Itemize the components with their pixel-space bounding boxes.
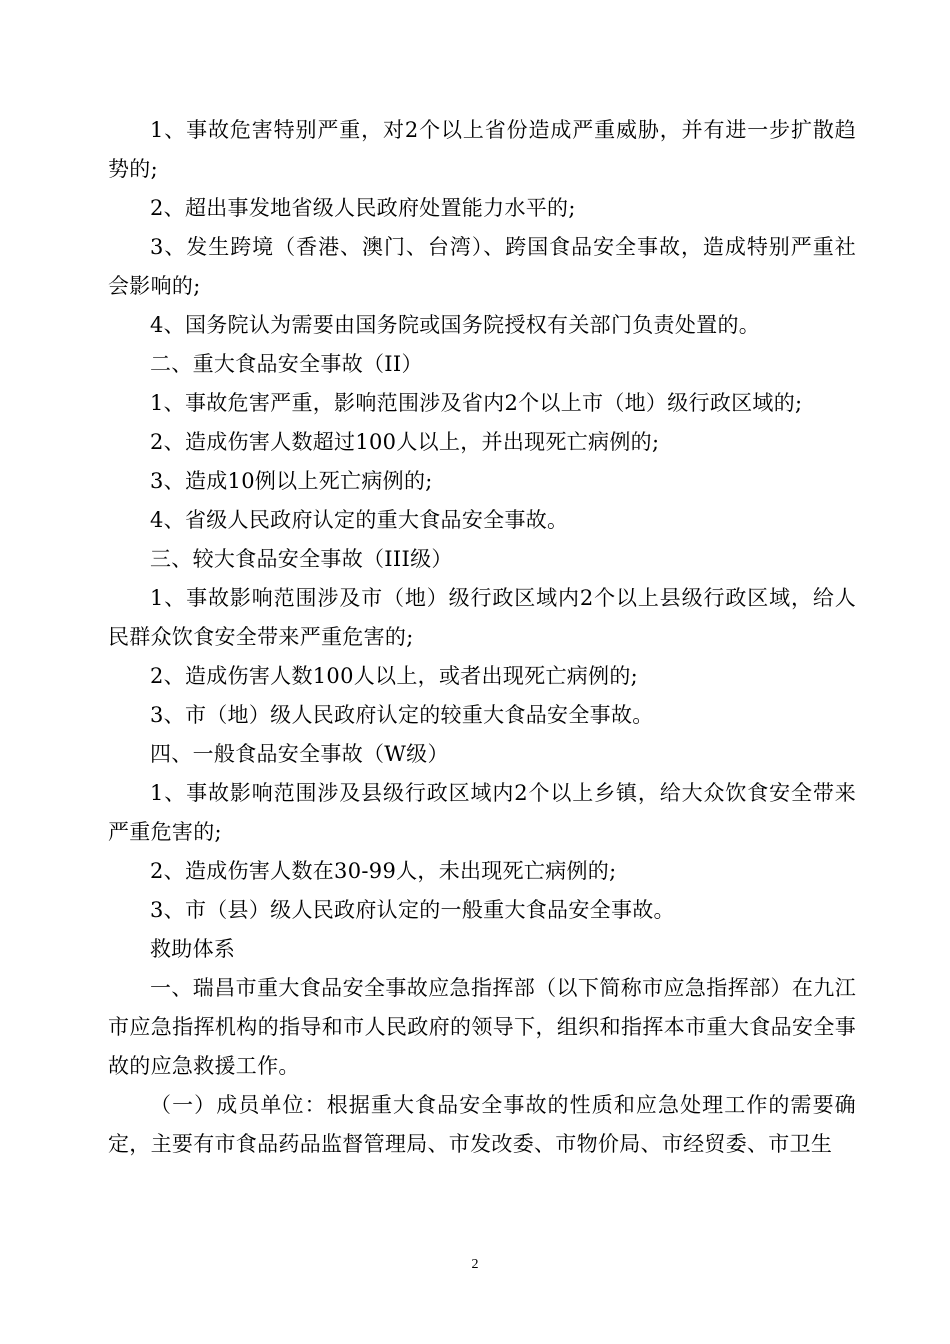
paragraph: 一、瑞昌市重大食品安全事故应急指挥部（以下简称市应急指挥部）在九江市应急指挥机构的指导和市人民政府的领导下，组织和指挥本市重大食品安全事故的应急救援工作。 <box>108 976 856 1078</box>
section-heading: 救助体系 <box>150 937 236 961</box>
paragraph: 1、事故影响范围涉及市（地）级行政区域内2个以上县级行政区域，给人民群众饮食安全带来严重危害的; <box>108 586 856 649</box>
section-heading: 四、一般食品安全事故（W级） <box>150 742 449 766</box>
paragraph: 3、造成10例以上死亡病例的; <box>150 469 433 493</box>
paragraph: 1、事故危害特别严重，对2个以上省份造成严重威胁，并有进一步扩散趋势的; <box>108 118 856 181</box>
paragraph: 3、市（县）级人民政府认定的一般重大食品安全事故。 <box>150 898 675 922</box>
document-body <box>108 111 856 1164</box>
paragraph: 4、国务院认为需要由国务院或国务院授权有关部门负责处置的。 <box>150 313 761 337</box>
paragraph: 3、发生跨境（香港、澳门、台湾）、跨国食品安全事故，造成特别严重社会影响的; <box>108 235 856 298</box>
section-heading: 三、较大食品安全事故（III级） <box>150 547 453 571</box>
paragraph: （一）成员单位：根据重大食品安全事故的性质和应急处理工作的需要确定，主要有市食品药品监督管理局、市发改委、市物价局、市经贸委、市卫生 <box>108 1093 856 1156</box>
page-number: 2 <box>471 1257 479 1272</box>
section-heading: 二、重大食品安全事故（II） <box>150 352 423 376</box>
paragraph: 2、超出事发地省级人民政府处置能力水平的; <box>150 196 576 220</box>
paragraph: 2、造成伤害人数100人以上，或者出现死亡病例的; <box>150 664 639 688</box>
paragraph: 3、市（地）级人民政府认定的较重大食品安全事故。 <box>150 703 654 727</box>
paragraph: 1、事故危害严重，影响范围涉及省内2个以上市（地）级行政区域的; <box>150 391 803 415</box>
paragraph: 2、造成伤害人数超过100人以上，并出现死亡病例的; <box>150 430 660 454</box>
paragraph: 2、造成伤害人数在30-99人，未出现死亡病例的; <box>150 859 617 883</box>
paragraph: 4、省级人民政府认定的重大食品安全事故。 <box>150 508 569 532</box>
paragraph: 1、事故影响范围涉及县级行政区域内2个以上乡镇，给大众饮食安全带来严重危害的; <box>108 781 856 844</box>
